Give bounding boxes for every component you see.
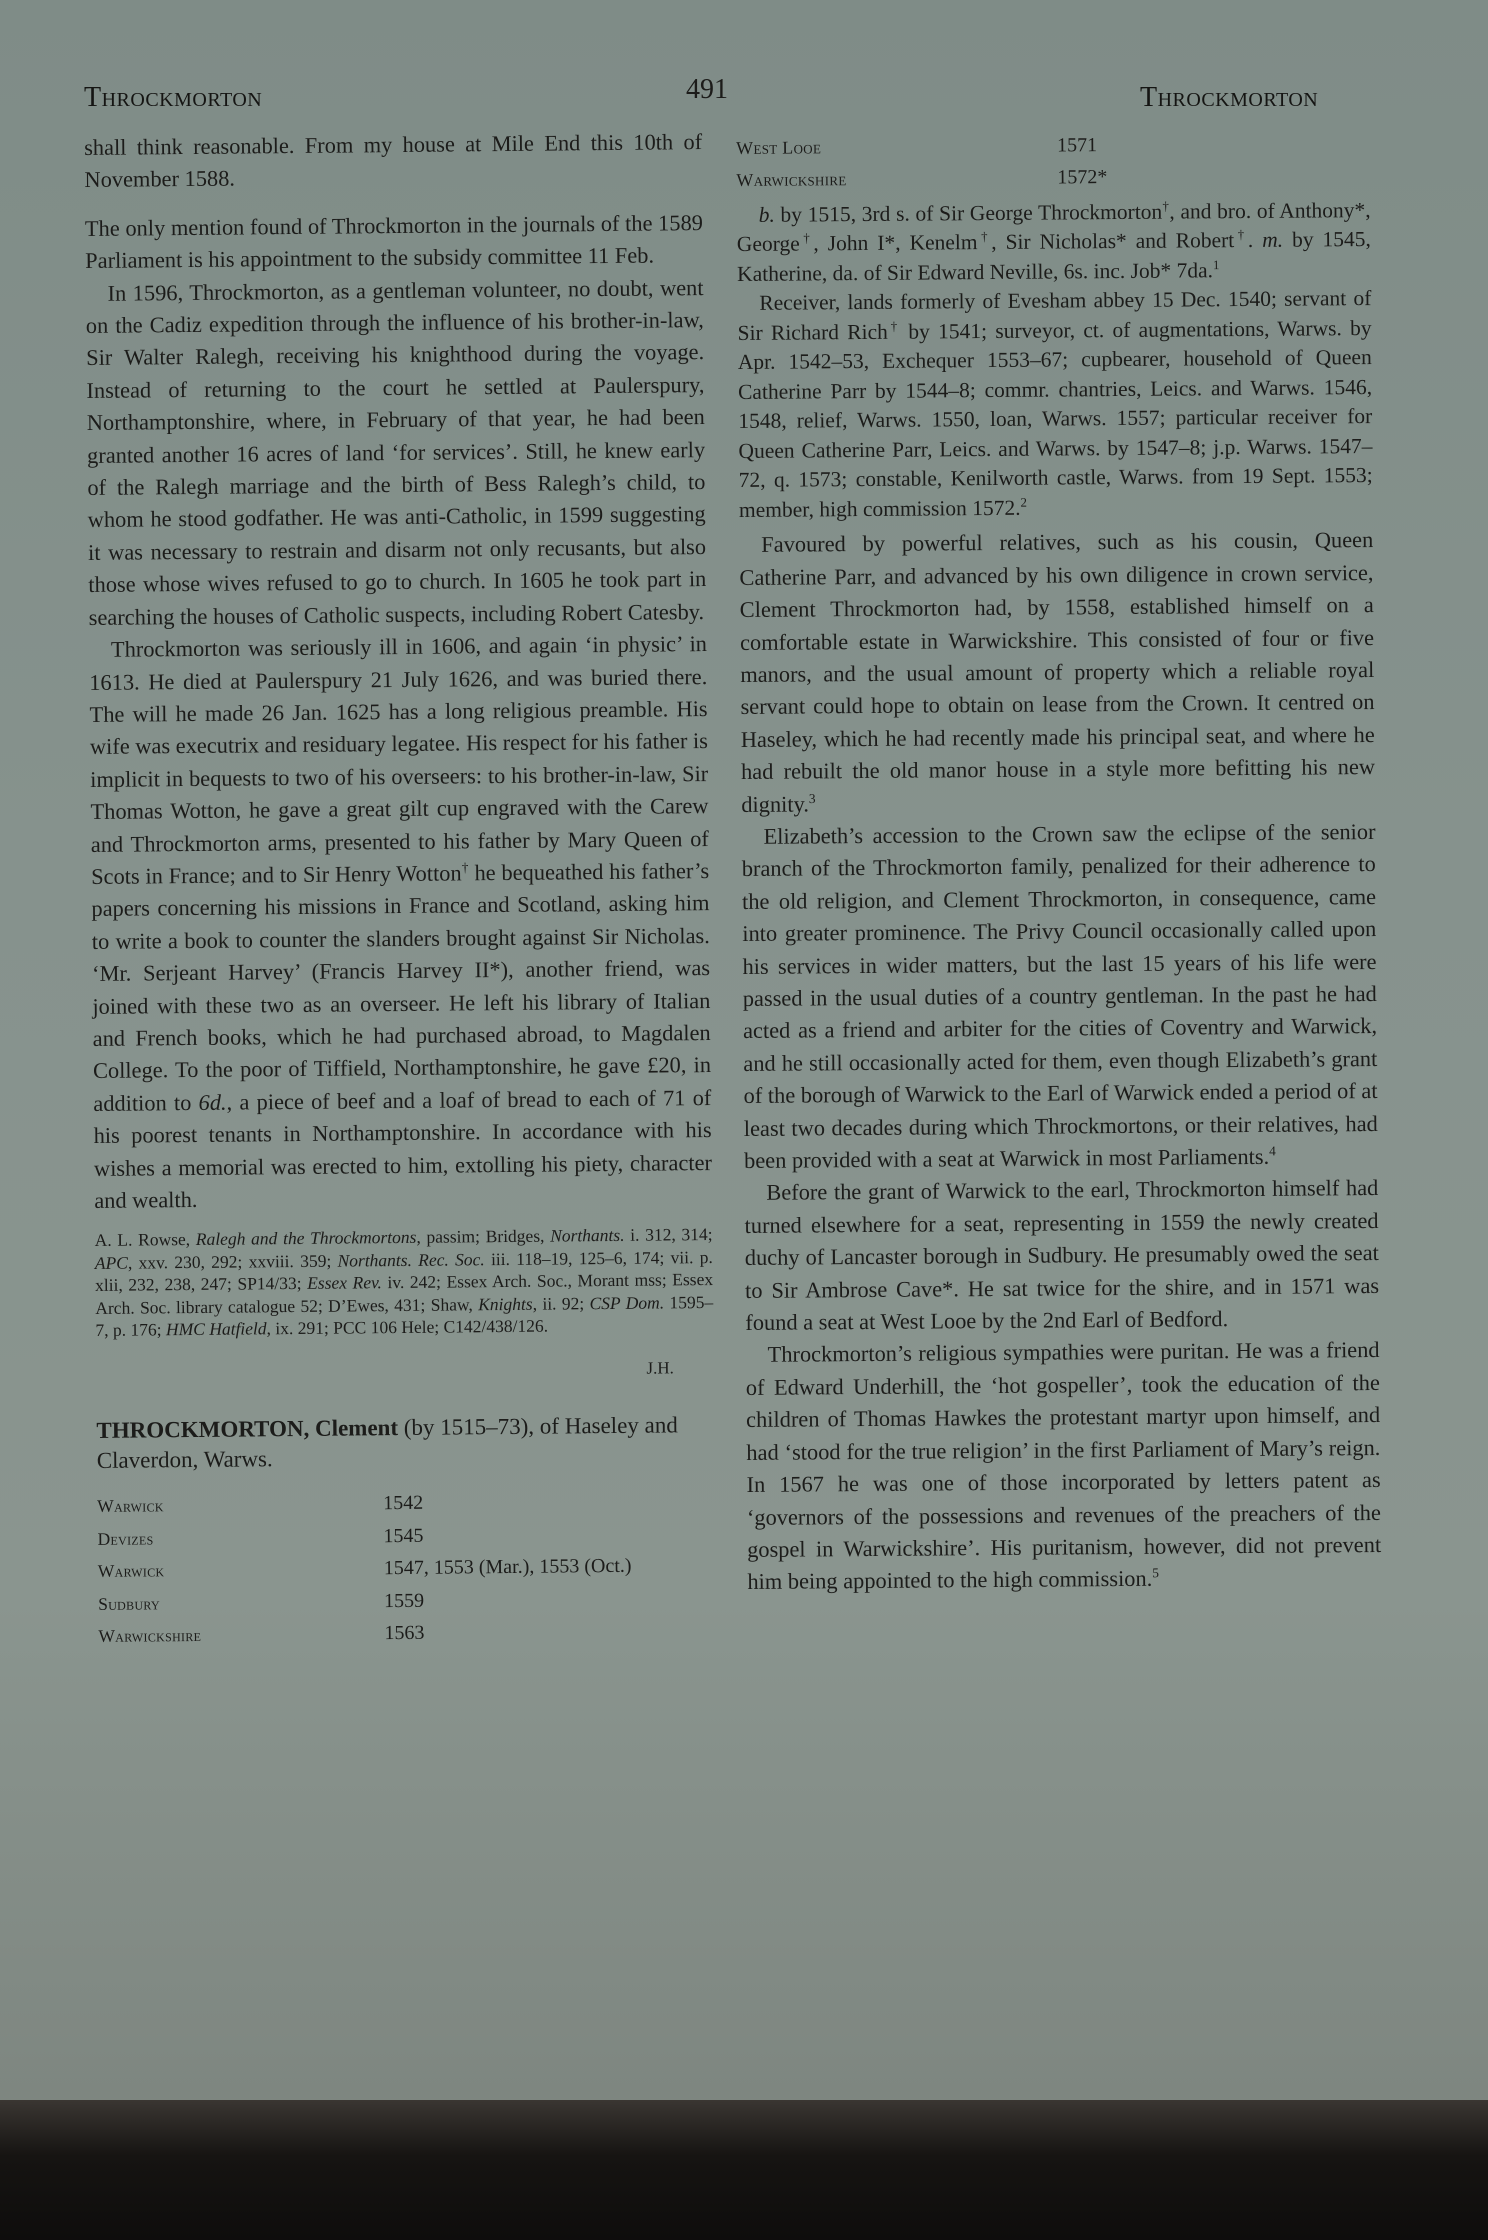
running-head-left: Throckmorton [84,82,263,113]
offices-held: Receiver, lands formerly of Evesham abbey 15 Dec. 1540; servant of Sir Richard Rich† by 1541; surveyor, ct. of augmentations, Warws. by Apr. 1542–53, Exchequer 1553–67; cupbearer, household of Queen Catherine Parr by 1544–8; commr. chantries, Leics. and Warws. 1546, 1548, relief, Warws. 1550, loan, Warws. 1557; particular receiver for Queen Catherine Parr, Leics. and Warws. by 1547–8; j.p. Warws. 1547–72, q. 1573; constable, Kenilworth castle, Warws. from 19 Sept. 1553; member, high commission 1572.$^2$ [737,286,1373,522]
constituency-row: Warwickshire 1572* [736,166,1108,191]
paragraph-will: Throckmorton was seriously ill in 1606, and again ‘in physic’ in 1613. He died at Paulerspury 21 July 1626, and was buried there. The will he made 26 Jan. 1625 has a long religious preamble. His wife was executrix and residuary legatee. His respect for his father is implicit in bequests to two of his overseers: to his brother-in-law, Sir Thomas Wotton, he gave a great gilt cup engraved with the Carew and Throckmorton arms, presented to his father by Mary Queen of Scots in France; and to Sir Henry Wotton† he bequeathed his father’s papers concerning his missions in France and Scotland, asking him to write a book to counter the slanders brought against Sir Nicholas. ‘Mr. Serjeant Harvey’ (Francis Harvey II*), another friend, was joined with these two as an overseer. He left his library of Italian and French books, which he had purchased abroad, to Magdalen College. To the poor of Tiffield, Northamptonshire, he gave £20, in addition to 6d., a piece of beef and a loaf of bread to each of 71 of his poorest tenants in Northamptonshire. In accordance with his wishes a memorial was erected to him, extolling his piety, character and wealth. [89,631,713,1213]
letter-closing: shall think reasonable. From my house at Mile End this 10th of November 1588. [84,129,703,193]
paragraph-sudbury-seat: Before the grant of Warwick to the earl, Throckmorton himself had turned elsewhere for a seat, representing in 1559 the newly created duchy of Lancaster borough in Sudbury. He presumably owed the seat to Sir Ambrose Cave*. He sat twice for the shire, and in 1571 was found a seat at West Looe by the 2nd Earl of Bedford. [744,1175,1380,1336]
running-head-right: Throckmorton [1140,82,1319,113]
family-details: b. by 1515, 3rd s. of Sir George Throckmorton†, and bro. of Anthony*, George†, John I*, Kenelm†, Sir Nicholas* and Robert†. m. by 1545, Katherine, da. of Sir Edward Neville, 6s. inc. Job* 7da.$^1$ [736,197,1371,286]
page-number: 491 [686,74,728,105]
entry-name: THROCKMORTON, Clement [96,1415,399,1444]
constituency-row: West Looe 1571 [736,134,1098,158]
constituency-table [97,1485,632,1652]
paragraph-elizabeth-accession: Elizabeth’s accession to the Crown saw the eclipse of the senior branch of the Throckmorton family, penalized for their adherence to the old religion, and Clement Throckmorton, in consequence, came into greater prominence. The Privy Council occasionally called upon his services in wider matters, but the last 15 years of his life were passed in the usual duties of a country gentleman. In the past he had acted as a friend and arbiter for the cities of Coventry and Warwick, and he still occasionally acted for them, even though Elizabeth’s grant of the borough of Warwick to the Earl of Warwick ended a period of at least two decades during which Throckmortons, or their relatives, had been provided with a seat at Warwick in most Parliaments.$^4$ [741,818,1378,1173]
constituency-row: Warwick 1542 [97,1492,424,1517]
entry-description: (by 1515–73), of Haseley and Claverdon, Warws. [96,1412,678,1474]
author-initials: J.H. [646,1358,674,1378]
paragraph-religious-sympathies: Throckmorton’s religious sympathies were puritan. He was a friend of Edward Underhill, the ‘hot gospeller’, took the education of the children of Thomas Hawkes the protestant martyr upon himself, and had ‘stood for the true religion’ in the first Parliament of Mary’s reign. In 1567 he was one of those incorporated by letters patent as ‘governors of the possessions and revenues of the preachers of the gospel in Warwickshire’. His puritanism, however, did not prevent him being appointed to the high commission.$^5$ [745,1337,1382,1595]
source-notes: A. L. Rowse, Ralegh and the Throckmortons, passim; Bridges, Northants. i. 312, 314; APC, xxv. 230, 292; xxviii. 359; Northants. Rec. Soc. iii. 118–19, 125–6, 174; vii. p. xlii, 232, 238, 247; SP14/33; Essex Rev. iv. 242; Essex Arch. Soc., Morant mss; Essex Arch. Soc. library catalogue 52; D’Ewes, 431; Shaw, Knights, ii. 92; CSP Dom. 1595–7, p. 176; HMC Hatfield, ix. 291; PCC 106 Hele; C142/438/126. [94,1224,714,1341]
entry-heading [96,1410,715,1476]
constituency-row: Sudbury 1559 [98,1589,425,1614]
desk-shadow [0,2100,1488,2240]
paragraph-cadiz-expedition: In 1596, Throckmorton, as a gentleman volunteer, no doubt, went on the Cadiz expedition through the influence of his brother-in-law, Sir Walter Ralegh, receiving his knighthood during the voyage. Instead of returning to the court he settled at Paulerspury, Northamptonshire, where, in February of that year, he had been granted another 16 acres of land ‘for services’. Still, he knew early of the Ralegh marriage and the birth of Bess Ralegh’s child, to whom he stood godfather. He was anti-Catholic, in 1599 suggesting it was necessary to restrain and disarm not only recusants, but also those whose wives refused to go to church. In 1605 he took part in searching the houses of Catholic suspects, including Robert Catesby. [85,274,707,630]
constituency-row: Warwick 1547, 1553 (Mar.), 1553 (Oct.) [97,1554,632,1582]
constituency-row: Warwickshire 1563 [98,1621,425,1646]
constituency-row: Devizes 1545 [97,1524,424,1549]
biographical-details [737,196,1374,525]
right-column [736,127,1381,1599]
paragraph-parliament-journal: The only mention found of Throckmorton in the journals of the 1589 Parliament is his appointment to the subsidy committee 11 Feb. [84,209,704,274]
left-column [84,126,717,1652]
paragraph-powerful-relatives: Favoured by powerful relatives, such as his cousin, Queen Catherine Parr, and advanced by his own diligence in crown service, Clement Throckmorton had, by 1558, established himself on a comfortable estate in Warwickshire. This consisted of four or five manors, and the usual amount of property which a reliable royal servant could hope to obtain on lease from the Crown. It centred on Haseley, which he had recently made his principal seat, and where he had rebuilt the old manor house in a style more befitting his new dignity.$^3$ [739,527,1376,817]
constituency-table-continued [736,129,1107,197]
